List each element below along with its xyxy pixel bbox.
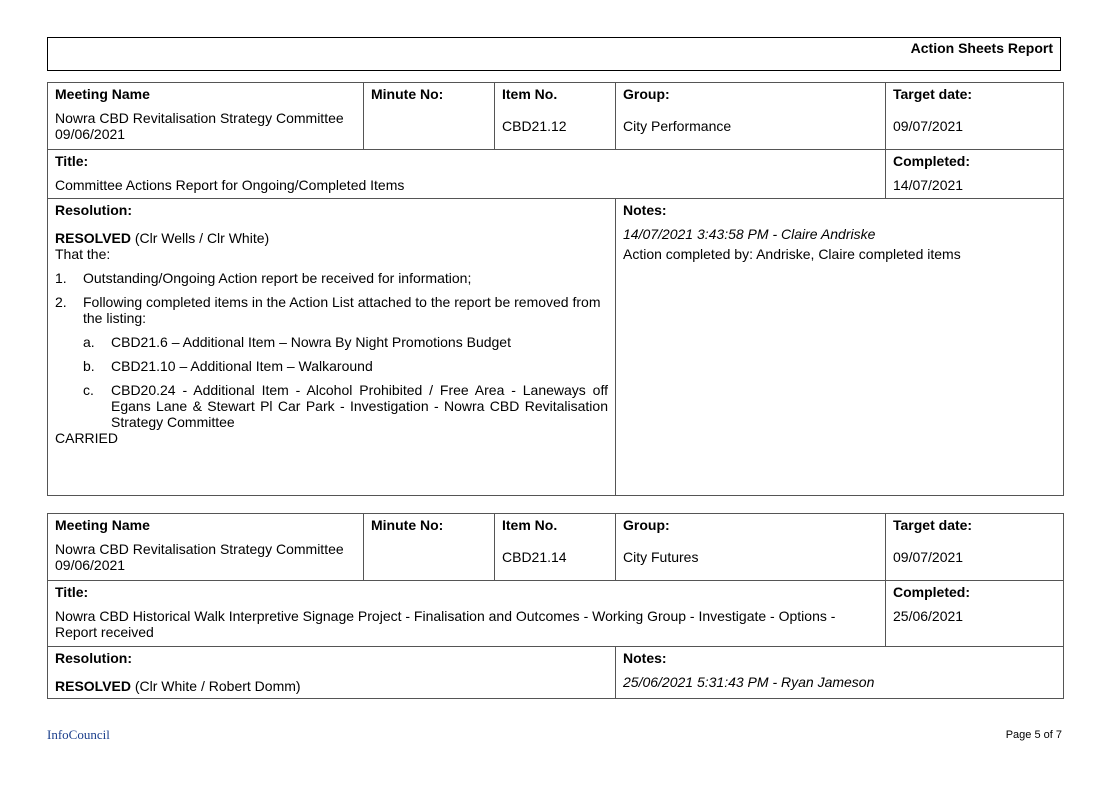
sub-list-item-text: CBD21.6 – Additional Item – Nowra By Night Promotions Budget xyxy=(111,334,511,350)
sub-list-item xyxy=(83,334,608,350)
minute-no-cell xyxy=(364,83,495,150)
list-item xyxy=(55,294,608,430)
completed-label: Completed: xyxy=(893,584,970,600)
minute-no-label: Minute No: xyxy=(371,86,444,102)
resolution-movers: (Clr White / Robert Domm) xyxy=(130,678,301,694)
notes-stamp: 25/06/2021 5:31:43 PM - Ryan Jameson xyxy=(623,674,875,690)
resolved-word: RESOLVED xyxy=(55,230,131,246)
target-date-label: Target date: xyxy=(893,86,973,102)
meeting-name-label: Meeting Name xyxy=(55,86,150,102)
item-no-value: CBD21.12 xyxy=(502,118,567,134)
completed-cell xyxy=(886,581,1064,647)
title-value: Nowra CBD Historical Walk Interpretive Signage Project - Finalisation and Outcomes - Working Group - Investigate - Options - Report received xyxy=(55,608,836,640)
action-sheet-1 xyxy=(47,82,1064,496)
target-date-value: 09/07/2021 xyxy=(893,118,964,134)
sub-list-item xyxy=(83,382,608,430)
resolution-list xyxy=(55,270,608,430)
resolution-label: Resolution: xyxy=(55,202,132,218)
list-item xyxy=(55,270,608,286)
sub-list-item-text: CBD20.24 - Additional Item - Alcohol Prohibited / Free Area - Laneways off Egans Lane & Stewart Pl Car Park - Investigation - Nowra CBD Revitalisation Strategy Committee xyxy=(111,382,608,430)
report-header xyxy=(47,37,1061,71)
resolution-cell xyxy=(48,199,616,496)
minute-no-cell xyxy=(364,514,495,581)
title-label: Title: xyxy=(55,153,89,169)
sub-list-marker: c. xyxy=(83,382,94,398)
resolution-label: Resolution: xyxy=(55,650,132,666)
target-date-label: Target date: xyxy=(893,517,973,533)
notes-stamp: 14/07/2021 3:43:58 PM - Claire Andriske xyxy=(623,226,876,242)
list-item-text: Outstanding/Ongoing Action report be received for information; xyxy=(83,270,472,286)
meeting-name-cell xyxy=(48,514,364,581)
group-label: Group: xyxy=(623,86,670,102)
list-item-text: Following completed items in the Action List attached to the report be removed from the listing: xyxy=(83,294,601,326)
list-marker: 2. xyxy=(55,294,67,310)
resolution-heading xyxy=(55,678,608,694)
sub-list-marker: b. xyxy=(83,358,95,374)
group-value: City Futures xyxy=(623,549,699,565)
title-value: Committee Actions Report for Ongoing/Completed Items xyxy=(55,177,405,193)
item-no-label: Item No. xyxy=(502,517,558,533)
sub-list-item xyxy=(83,358,608,374)
completed-cell xyxy=(886,150,1064,199)
notes-text: Action completed by: Andriske, Claire completed items xyxy=(623,246,961,262)
minute-no-label: Minute No: xyxy=(371,517,444,533)
completed-value: 14/07/2021 xyxy=(893,177,964,193)
sub-list-marker: a. xyxy=(83,334,95,350)
notes-label: Notes: xyxy=(623,650,667,666)
completed-label: Completed: xyxy=(893,153,970,169)
action-sheet-2 xyxy=(47,513,1064,699)
target-date-value: 09/07/2021 xyxy=(893,549,964,565)
list-marker: 1. xyxy=(55,270,67,286)
resolution-outcome: CARRIED xyxy=(55,430,119,446)
group-label: Group: xyxy=(623,517,670,533)
page-number: Page 5 of 7 xyxy=(1005,729,1062,741)
resolution-heading xyxy=(55,230,608,246)
item-no-value: CBD21.14 xyxy=(502,549,567,565)
item-no-label: Item No. xyxy=(502,86,558,102)
item-no-cell xyxy=(495,514,616,581)
item-no-cell xyxy=(495,83,616,150)
resolved-word: RESOLVED xyxy=(55,678,131,694)
report-title: Action Sheets Report xyxy=(910,40,1053,56)
meeting-name-label: Meeting Name xyxy=(55,517,150,533)
notes-label: Notes: xyxy=(623,202,667,218)
group-cell xyxy=(616,83,886,150)
sub-list xyxy=(83,334,608,430)
meeting-name-value: Nowra CBD Revitalisation Strategy Committee 09/06/2021 xyxy=(55,110,344,142)
resolution-cell xyxy=(48,647,616,699)
resolution-intro: That the: xyxy=(55,246,111,262)
footer-brand-logo: InfoCouncil xyxy=(47,727,110,742)
meeting-name-cell xyxy=(48,83,364,150)
notes-cell xyxy=(616,199,1064,496)
title-cell xyxy=(48,581,886,647)
resolution-movers: (Clr Wells / Clr White) xyxy=(130,230,270,246)
group-value: City Performance xyxy=(623,118,732,134)
group-cell xyxy=(616,514,886,581)
title-cell xyxy=(48,150,886,199)
completed-value: 25/06/2021 xyxy=(893,608,964,624)
title-label: Title: xyxy=(55,584,89,600)
target-date-cell xyxy=(886,83,1064,150)
sub-list-item-text: CBD21.10 – Additional Item – Walkaround xyxy=(111,358,373,374)
meeting-name-value: Nowra CBD Revitalisation Strategy Committee 09/06/2021 xyxy=(55,541,344,573)
target-date-cell xyxy=(886,514,1064,581)
notes-cell xyxy=(616,647,1064,699)
